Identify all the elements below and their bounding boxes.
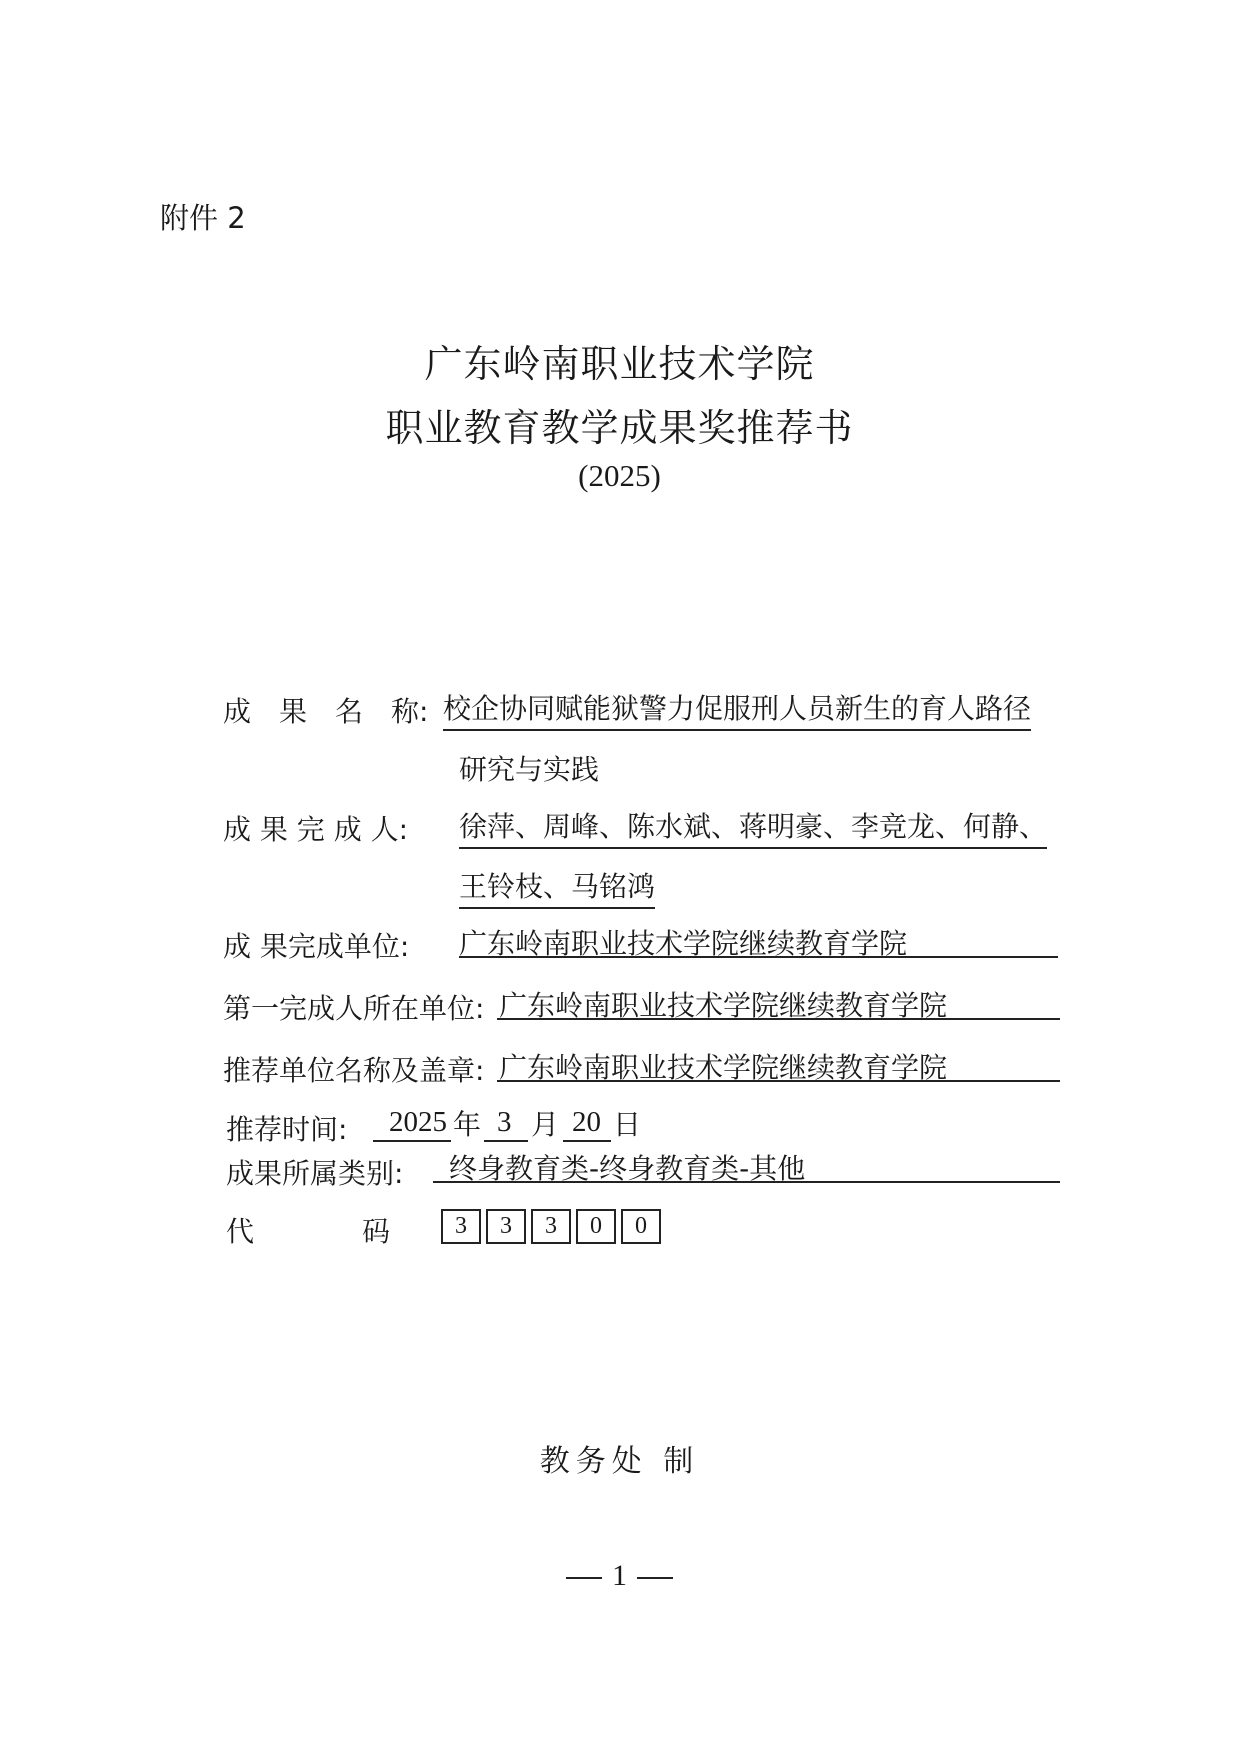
year-unit: 年: [453, 1108, 482, 1141]
institution-title: 广东岭南职业技术学院: [424, 342, 815, 386]
recommender-underline: [497, 1080, 1060, 1082]
achievement-unit-value: 广东岭南职业技术学院继续教育学院: [459, 927, 908, 960]
achievement-people-value-line1: 徐萍、周峰、陈水斌、蒋明豪、李竞龙、何静、: [459, 805, 1047, 849]
recommend-month: 3: [497, 1106, 512, 1138]
recommend-year-underline: [373, 1140, 451, 1142]
page-dash-right: [637, 1577, 673, 1579]
code-boxes: [441, 1209, 661, 1244]
code-digit-box: 0: [621, 1209, 661, 1244]
code-digit-box: 3: [531, 1209, 571, 1244]
achievement-people-value-line2: 王铃枝、马铭鸿: [459, 865, 655, 909]
issuer-note: 教务处 制: [539, 1444, 700, 1479]
attachment-label: 附件 2: [160, 201, 246, 235]
code-label-char2: 码: [362, 1215, 391, 1248]
page-number: [0, 1559, 1239, 1593]
achievement-people-label: 成 果 完 成 人:: [223, 813, 409, 846]
recommender-value: 广东岭南职业技术学院继续教育学院: [499, 1051, 948, 1084]
code-digit-box: 3: [486, 1209, 526, 1244]
achievement-unit-underline: [459, 956, 1058, 958]
page-dash-left: [566, 1577, 602, 1579]
first-author-unit-value: 广东岭南职业技术学院继续教育学院: [499, 989, 948, 1022]
page-number-value: 1: [612, 1559, 627, 1592]
recommend-time-label: 推荐时间:: [226, 1113, 348, 1146]
document-year: (2025): [578, 458, 661, 493]
recommender-label: 推荐单位名称及盖章:: [223, 1054, 485, 1087]
code-label-char1: 代: [226, 1215, 255, 1248]
achievement-name-value-line2: 研究与实践: [459, 753, 600, 786]
recommend-year: 2025: [389, 1106, 447, 1138]
achievement-unit-label: 成 果完成单位:: [223, 930, 410, 963]
month-unit: 月: [531, 1108, 560, 1141]
code-digit-box: 3: [441, 1209, 481, 1244]
category-underline: [433, 1181, 1060, 1183]
achievement-name-label: 成 果 名 称:: [223, 695, 429, 728]
recommend-month-underline: [484, 1140, 528, 1142]
category-label: 成果所属类别:: [226, 1157, 404, 1190]
first-author-unit-label: 第一完成人所在单位:: [223, 992, 485, 1025]
achievement-name-value-line1: 校企协同赋能狱警力促服刑人员新生的育人路径: [443, 687, 1031, 731]
category-value: 终身教育类-终身教育类-其他: [449, 1152, 806, 1185]
recommend-day: 20: [572, 1106, 601, 1138]
code-digit-box: 0: [576, 1209, 616, 1244]
recommend-day-underline: [563, 1140, 611, 1142]
document-title: 职业教育教学成果奖推荐书: [385, 406, 854, 450]
day-unit: 日: [613, 1108, 642, 1141]
first-author-unit-underline: [497, 1018, 1060, 1020]
